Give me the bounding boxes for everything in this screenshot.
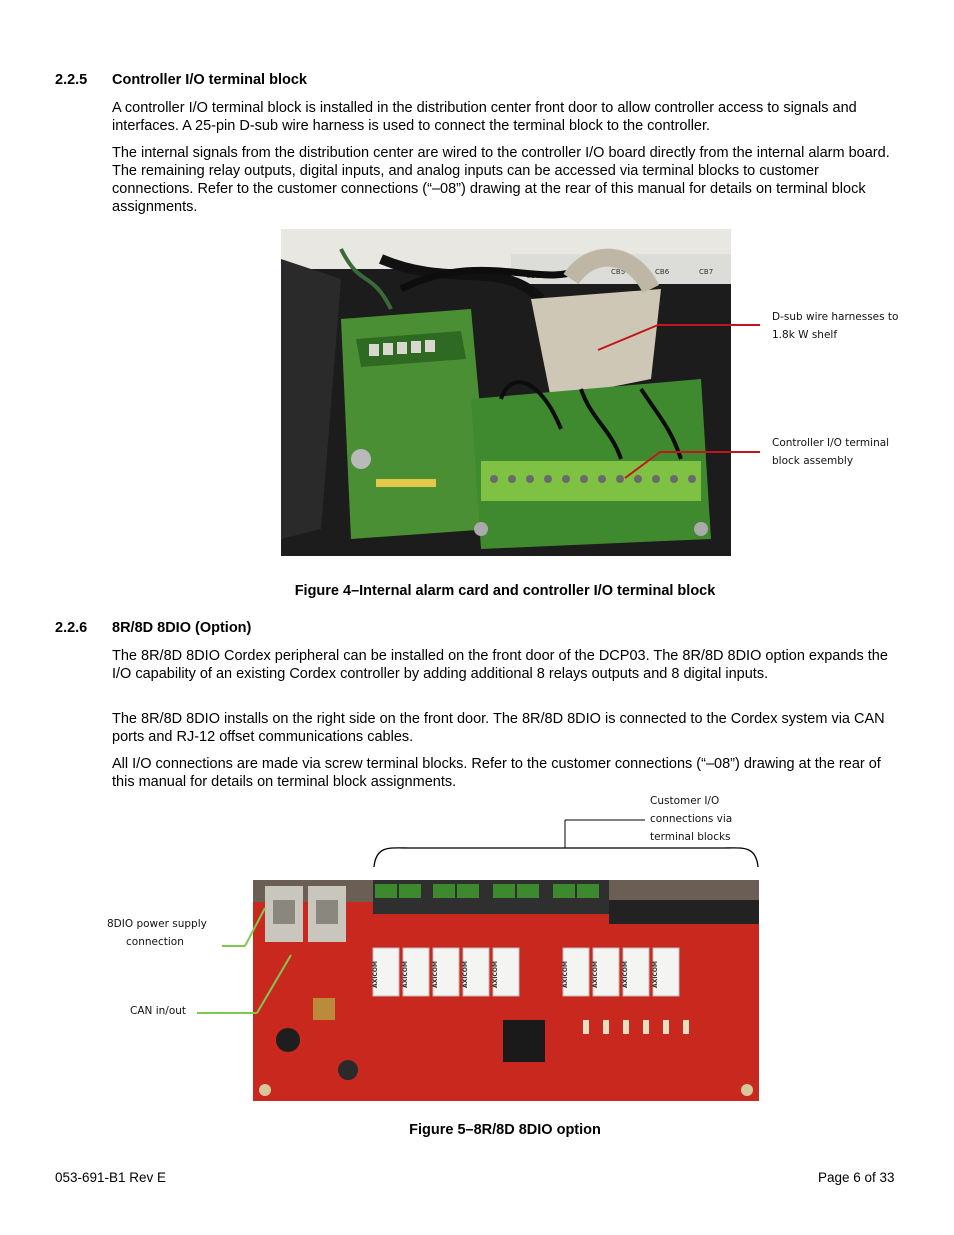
callout-text: connection	[126, 936, 184, 948]
section-number: 2.2.6	[55, 620, 88, 636]
relay-label: AXICOM	[492, 961, 499, 988]
callout-text: block assembly	[772, 455, 854, 467]
figure-4-caption: Figure 4–Internal alarm card and controller I/O terminal block	[294, 583, 716, 599]
callout-text: 1.8k W shelf	[772, 329, 838, 341]
footer-doc-number: 053-691-B1 Rev E	[55, 1170, 167, 1185]
section-number: 2.2.5	[55, 72, 88, 88]
section-title: 8R/8D 8DIO (Option)	[112, 620, 252, 636]
callout-text: connections via	[650, 813, 733, 825]
paragraph: The 8R/8D 8DIO Cordex peripheral can be installed on the front door of the DCP03. The 8R/8D 8DIO option expands the I/O capability of an existing Cordex controller by adding additional 8 relays outputs and 8 digital inputs.	[112, 648, 888, 682]
relay-label: AXICOM	[562, 961, 569, 988]
figure-5-photo	[253, 880, 759, 1101]
callout-text: Controller I/O terminal	[772, 437, 890, 449]
photo-label: CB3	[526, 272, 541, 280]
relay-label: AXICOM	[622, 961, 629, 988]
figure-5-caption: Figure 5–8R/8D 8DIO option	[409, 1122, 601, 1138]
photo-label: CB4	[568, 272, 583, 280]
paragraph: A controller I/O terminal block is installed in the distribution center front door to allow controller access to signals and interfaces. A 25-pin D-sub wire harness is used to connect the terminal block to the controller.	[112, 100, 857, 134]
photo-label: CB7	[699, 268, 714, 276]
relay-label: AXICOM	[462, 961, 469, 988]
photo-label: CB5	[611, 268, 626, 276]
paragraph: All I/O connections are made via screw terminal blocks. Refer to the customer connections (“–08”) drawing at the rear of this manual for details on terminal block assignments.	[112, 756, 881, 790]
paragraph: The internal signals from the distribution center are wired to the controller I/O board directly from the internal alarm board. The remaining relay outputs, digital inputs, and analog inputs can be accessed via terminal blocks to customer connections. Refer to the customer connections (“–08”) drawing at the rear of this manual for details on terminal block assignments.	[112, 145, 890, 215]
section-title: Controller I/O terminal block	[112, 72, 307, 88]
relay-label: AXICOM	[592, 961, 599, 988]
relay-label: AXICOM	[652, 961, 659, 988]
footer-page-number: Page 6 of 33	[818, 1170, 895, 1185]
callout-power-supply	[107, 915, 207, 951]
figure-4-callout-lines	[590, 310, 765, 490]
callout-text: 8DIO power supply	[107, 918, 207, 930]
callout-can: CAN in/out	[130, 1005, 187, 1017]
paragraph: The 8R/8D 8DIO installs on the right side on the front door. The 8R/8D 8DIO is connected to the Cordex system via CAN ports and RJ-12 offset communications cables.	[112, 711, 885, 745]
relay-label: AXICOM	[372, 961, 379, 988]
callout-text: terminal blocks	[650, 831, 731, 843]
dio-board-illustration	[253, 880, 759, 1101]
terminal-blocks-brace	[370, 815, 762, 871]
callout-controller-io	[772, 434, 889, 470]
relay-label: AXICOM	[402, 961, 409, 988]
figure-5-callout-lines	[195, 905, 295, 1020]
photo-label: CB6	[655, 268, 670, 276]
callout-text: D-sub wire harnesses to	[772, 311, 899, 323]
callout-dsub	[772, 308, 898, 344]
callout-text: Customer I/O	[650, 795, 720, 807]
relay-label: AXICOM	[432, 961, 439, 988]
